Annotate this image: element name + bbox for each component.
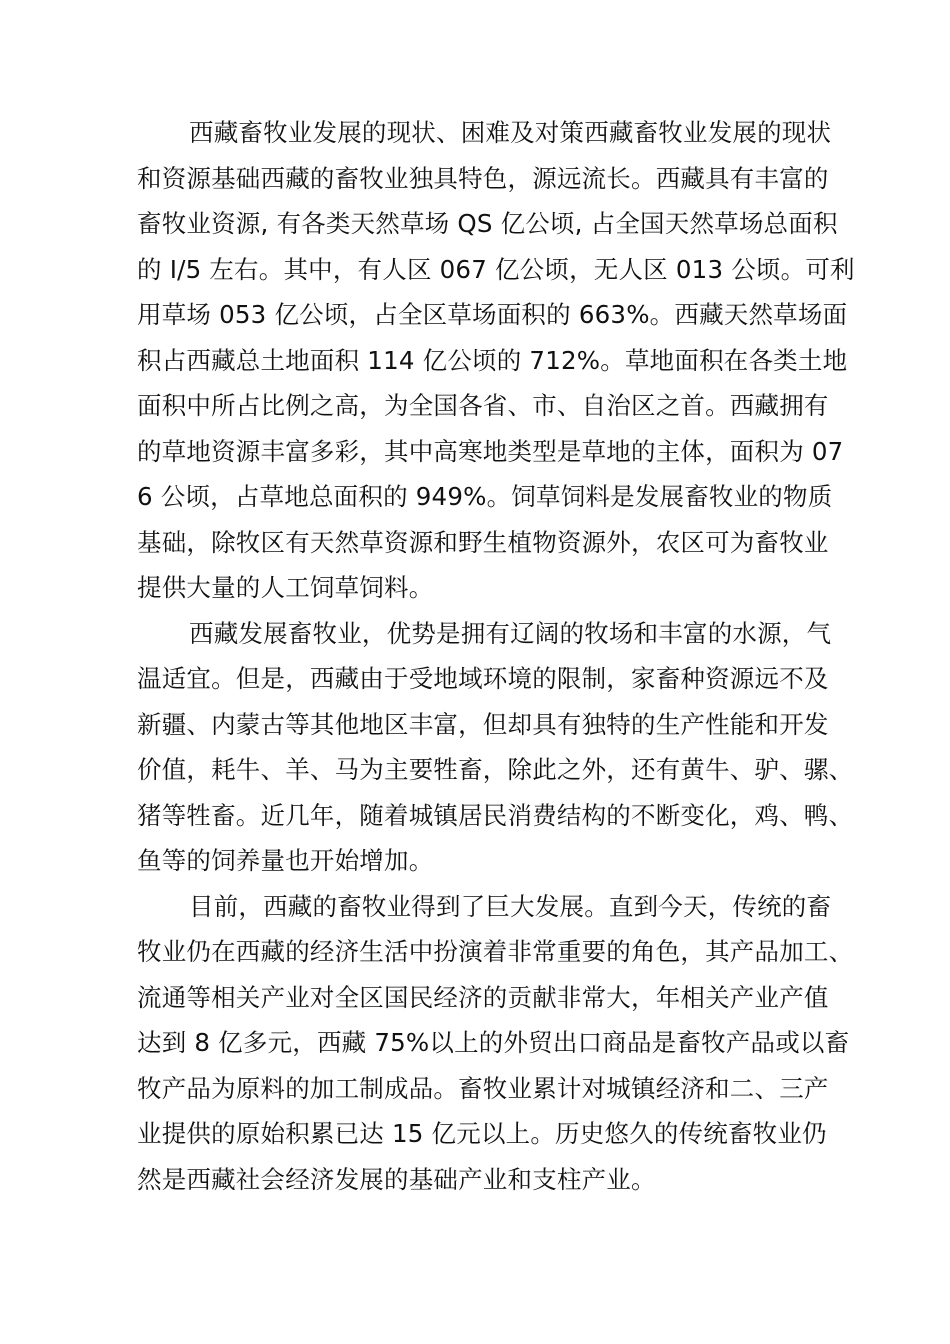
paragraph-line: 牧业仍在西藏的经济生活中扮演着非常重要的角色，其产品加工、 <box>137 937 854 966</box>
paragraph-line: 的草地资源丰富多彩，其中高寒地类型是草地的主体，面积为 07 <box>137 436 844 466</box>
paragraph-line: 牧产品为原料的加工制成品。畜牧业累计对城镇经济和二、三产 <box>137 1073 829 1103</box>
paragraph-line: 目前，西藏的畜牧业得到了巨大发展。直到今天，传统的畜 <box>189 891 832 921</box>
paragraph-line: 6 公顷，占草地总面积的 949%。饲草饲料是发展畜牧业的物质 <box>137 482 833 511</box>
document-body <box>137 110 855 1202</box>
paragraph-3 <box>137 884 854 1203</box>
paragraph-line: 达到 8 亿多元，西藏 75%以上的外贸出口商品是畜牧产品或以畜 <box>137 1028 850 1057</box>
paragraph-line: 新疆、内蒙古等其他地区丰富，但却具有独特的生产性能和开发 <box>137 709 829 739</box>
paragraph-line: 价值，耗牛、羊、马为主要牲畜，除此之外，还有黄牛、驴、骡、 <box>137 755 854 784</box>
paragraph-line: 温适宜。但是，西藏由于受地域环境的限制，家畜种资源远不及 <box>137 664 829 693</box>
paragraph-line: 业提供的原始积累已达 15 亿元以上。历史悠久的传统畜牧业仍 <box>137 1119 827 1148</box>
paragraph-line: 面积中所占比例之高，为全国各省、市、自治区之首。西藏拥有 <box>137 391 829 420</box>
paragraph-line: 提供大量的人工饲草饲料。 <box>137 573 434 602</box>
paragraph-line: 积占西藏总土地面积 114 亿公顷的 712%。草地面积在各类土地 <box>137 345 848 375</box>
paragraph-line: 流通等相关产业对全区国民经济的贡献非常大，年相关产业产值 <box>137 982 829 1012</box>
paragraph-2 <box>137 611 854 884</box>
paragraph-1 <box>137 110 855 611</box>
paragraph-line: 西藏畜牧业发展的现状、困难及对策西藏畜牧业发展的现状 <box>189 118 832 147</box>
paragraph-line: 西藏发展畜牧业，优势是拥有辽阔的牧场和丰富的水源，气 <box>189 618 832 648</box>
paragraph-line: 基础，除牧区有天然草资源和野生植物资源外，农区可为畜牧业 <box>137 527 829 557</box>
paragraph-line: 然是西藏社会经济发展的基础产业和支柱产业。 <box>137 1164 656 1194</box>
paragraph-line: 畜牧业资源, 有各类天然草场 QS 亿公顷, 占全国天然草场总面积 <box>137 209 838 238</box>
paragraph-line: 的 I/5 左右。其中，有人区 067 亿公顷，无人区 013 公顷。可利 <box>137 254 855 284</box>
paragraph-line: 用草场 053 亿公顷，占全区草场面积的 663%。西藏天然草场面 <box>137 300 848 329</box>
paragraph-line: 鱼等的饲养量也开始增加。 <box>137 846 434 875</box>
paragraph-line: 猪等牲畜。近几年，随着城镇居民消费结构的不断变化，鸡、鸭、 <box>137 800 854 830</box>
paragraph-line: 和资源基础西藏的畜牧业独具特色，源远流长。西藏具有丰富的 <box>137 163 829 193</box>
